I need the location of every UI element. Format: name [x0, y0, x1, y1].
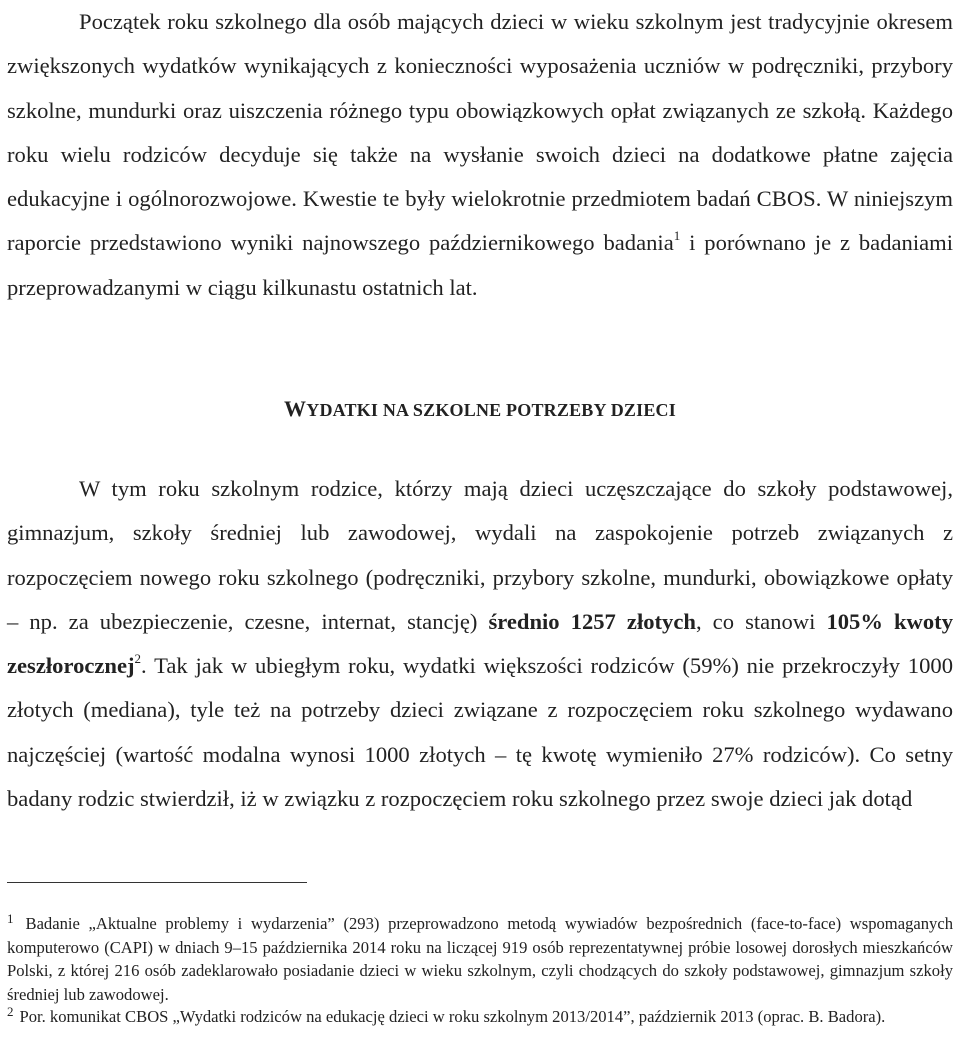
section-text-c: . Tak jak w ubiegłym roku, wydatki większości rodziców (59%) nie przekroczyły 1000 złotych (mediana), tyle też na potrzeby dzieci związane z rozpoczęciem roku szkolnego wydawano najczęściej (wartość modalna wynosi 1000 złotych – tę kwotę wymieniło 27% rodziców). Co setny badany rodzic stwierdził, iż w związku z rozpoczęciem roku szkolnego przez swoje dzieci jak dotąd: [7, 653, 953, 812]
footnote-2: [7, 1005, 953, 1029]
footnote-text-1: Badanie „Aktualne problemy i wydarzenia” (293) przeprowadzono metodą wywiadów bezpośrednich (face-to-face) wspomaganych komputerowo (CAPI) w dniach 9–15 października 2014 roku na liczącej 919 osób reprezentatywnej próbie losowej dorosłych mieszkańców Polski, z której 216 osób zadeklarowało posiadanie dzieci w wieku szkolnym, czyli chodzących do szkoły podstawowej, gimnazjum szkoły średniej lub zawodowej.: [7, 914, 953, 1004]
heading-rest: YDATKI NA SZKOLNE POTRZEBY DZIECI: [306, 400, 676, 420]
section-text-a: W tym roku szkolnym rodzice, którzy mają dzieci uczęszczające do szkoły podstawowej, gimnazjum, szkoły średniej lub zawodowej, wydali na zaspokojenie potrzeb związanych z rozpoczęciem nowego roku szkolnego (podręczniki, przybory szkolne, mundurki, obowiązkowe opłaty – np. za ubezpieczenie, czesne, internat, stancję): [7, 476, 953, 634]
footnote-mark-2: 2: [7, 1004, 14, 1019]
footnote-ref-1[interactable]: 1: [673, 227, 681, 243]
intro-text: Początek roku szkolnego dla osób mających dzieci w wieku szkolnym jest tradycyjnie okresem zwiększonych wydatków wynikających z konieczności wyposażenia uczniów w podręczniki, przybory szkolne, mundurki oraz uiszczenia różnego typu obowiązkowych opłat związanych ze szkołą. Każdego roku wielu rodziców decyduje się także na wysłanie swoich dzieci na dodatkowe płatne zajęcia edukacyjne i ogólnorozwojowe. Kwestie te były wielokrotnie przedmiotem badań CBOS. W niniejszym raporcie przedstawiono wyniki najnowszego październikowego badania: [7, 9, 953, 256]
footnote-1: [7, 912, 953, 1006]
section-paragraph: [7, 467, 953, 821]
footnote-mark-1: 1: [7, 911, 14, 926]
section-heading: [0, 396, 960, 422]
heading-first-letter: W: [284, 396, 307, 421]
section-text-b: , co stanowi: [695, 608, 827, 634]
footnote-separator: [7, 882, 307, 883]
footnote-text-2: Por. komunikat CBOS „Wydatki rodziców na edukację dzieci w roku szkolnym 2013/2014”, październik 2013 (oprac. B. Badora).: [19, 1007, 886, 1026]
footnote-ref-2[interactable]: 2: [134, 650, 142, 666]
average-amount: średnio 1257 złotych: [488, 608, 696, 634]
intro-paragraph: [7, 0, 953, 310]
percent-of-last-year: 105% kwoty zeszłorocznej: [7, 608, 953, 679]
intro-text-after: i porównano je z badaniami przeprowadzanymi w ciągu kilkunastu ostatnich lat.: [7, 230, 953, 300]
